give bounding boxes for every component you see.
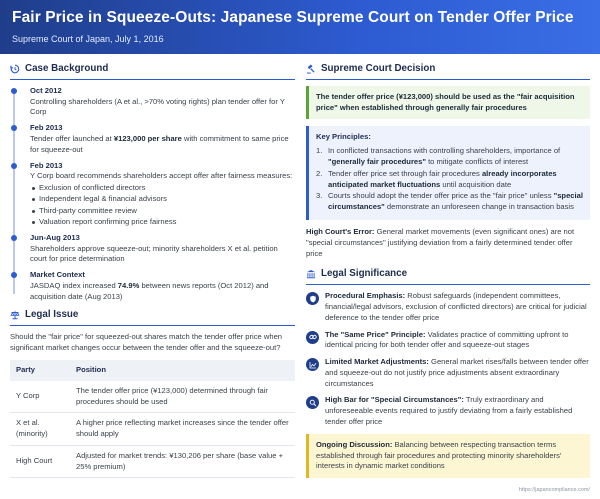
legal-issue-title: Legal Issue: [25, 309, 79, 321]
party-positions-table: [10, 360, 295, 478]
timeline-text: JASDAQ index increased 74.9% between news reports (Oct 2012) and acquisition date (Aug 2013): [30, 280, 269, 301]
history-icon: [10, 64, 20, 74]
timeline-text: Y Corp board recommends shareholders accept offer after fairness measures:: [30, 171, 293, 181]
left-column: [10, 62, 295, 478]
ongoing-discussion-box: Ongoing Discussion: Balancing between respecting transaction terms established through fair procedures and protecting minority shareholders' interests in dynamic market conditions: [306, 434, 590, 478]
legal-significance-title: Legal Significance: [321, 268, 408, 280]
party-cell: Y Corp: [10, 381, 70, 413]
decision-box: The tender offer price (¥123,000) should be used as the "fair acquisition price" when established through generally fair procedures: [306, 86, 590, 120]
timeline-item: [30, 161, 295, 228]
significance-text: Limited Market Adjustments: General market rises/falls between tender offer and squeeze-out do not justify price adjustments absent extraordinary circumstances: [325, 357, 589, 388]
scale-icon: [10, 310, 20, 320]
timeline-date: Oct 2012: [30, 85, 62, 95]
right-column: [306, 62, 590, 478]
timeline-date: Feb 2013: [30, 123, 63, 133]
fairness-measures-list: [30, 183, 295, 228]
key-principles-title: Key Principles:: [316, 132, 371, 142]
significance-item: [306, 357, 590, 389]
list-item: Independent legal & financial advisors: [30, 194, 295, 205]
case-background-heading: [10, 62, 295, 80]
timeline-date: Feb 2013: [30, 160, 63, 170]
key-principles-list: [316, 146, 583, 213]
page-title: Fair Price in Squeeze-Outs: Japanese Supreme Court on Tender Offer Price: [12, 9, 574, 26]
footer-url: https://japancompliance.com/: [518, 487, 590, 494]
list-item: Third-party committee review: [30, 206, 295, 217]
legal-issue-question: Should the "fair price" for squeezed-out shares match the tender offer price when significant market changes occur between the tender offer and the squeeze-out?: [10, 332, 283, 353]
page-subtitle: Supreme Court of Japan, July 1, 2016: [12, 33, 164, 44]
significance-item: [306, 395, 590, 427]
timeline-item: [30, 123, 295, 155]
table-header-row: [10, 360, 295, 381]
legal-issue-heading: [10, 308, 295, 326]
list-item: 2. Tender offer price set through fair procedures already incorporates anticipated market fluctuations until acquisition date: [316, 168, 557, 189]
timeline-item: [30, 270, 295, 302]
gavel-icon: [306, 64, 316, 74]
party-cell: High Court: [10, 445, 70, 478]
table-row: [10, 413, 295, 446]
supreme-court-heading: [306, 62, 590, 80]
significance-item: [306, 330, 590, 352]
column-header-position: Position: [70, 360, 295, 381]
search-icon: [306, 396, 319, 409]
list-item: 1. In conflicted transactions with controlling shareholders, importance of "generally fair procedures" to mitigate conflicts of interest: [316, 146, 561, 167]
position-cell: A higher price reflecting market increases since the tender offer should apply: [70, 413, 295, 446]
position-cell: The tender offer price (¥123,000) determined through fair procedures should be used: [70, 381, 295, 413]
high-court-error: High Court's Error: General market movements (even significant ones) are not "special circumstances" justifying deviation from a fairly determined tender offer price: [306, 226, 575, 258]
page-header: [0, 0, 600, 54]
table-row: [10, 381, 295, 413]
list-item: Exclusion of conflicted directors: [30, 183, 295, 194]
timeline-text: Controlling shareholders (A et al., >70% voting rights) plan tender offer for Y Corp: [30, 96, 285, 117]
timeline-date: Market Context: [30, 270, 85, 280]
chart-line-icon: [306, 358, 319, 371]
timeline-item: [30, 86, 295, 118]
timeline-item: [30, 233, 295, 265]
position-cell: Adjusted for market trends: ¥130,206 per share (base value + 25% premium): [70, 445, 295, 478]
case-background-title: Case Background: [25, 63, 109, 74]
key-principles-box: [306, 126, 590, 219]
column-header-party: Party: [10, 360, 70, 381]
significance-text: Procedural Emphasis: Robust safeguards (independent committees, financial/legal advisors, exclusion of conflicted directors) are critical for judicial deference to the tender offer price: [325, 291, 587, 322]
significance-text: The "Same Price" Principle: Validates practice of committing upfront to identical pricing for both tender offer and squeeze-out stages: [325, 329, 569, 350]
timeline-text: Tender offer launched at ¥123,000 per share with commitment to same price for squeeze-out: [30, 134, 289, 154]
institution-icon: [306, 269, 316, 279]
timeline-date: Jun-Aug 2013: [30, 232, 80, 242]
party-cell: X et al. (minority): [10, 413, 70, 446]
list-item: Valuation report confirming price fairness: [30, 217, 295, 228]
list-item: 3. Courts should adopt the tender offer price as the "fair price" unless "special circumstances" demonstrate an unforeseen change in transaction basis: [316, 191, 583, 212]
timeline-text: Shareholders approve squeeze-out; minority shareholders X et al. petition court for price determination: [30, 243, 278, 264]
table-row: [10, 445, 295, 478]
supreme-court-title: Supreme Court Decision: [321, 63, 436, 74]
case-timeline: [10, 86, 295, 303]
significance-item: [306, 291, 590, 323]
legal-significance-heading: [306, 267, 590, 285]
significance-text: High Bar for "Special Circumstances": Truly extraordinary and unforeseeable events required to justify deviating from a fairly established tender offer price: [325, 395, 573, 426]
shield-icon: [306, 292, 319, 305]
link-icon: [306, 331, 319, 344]
